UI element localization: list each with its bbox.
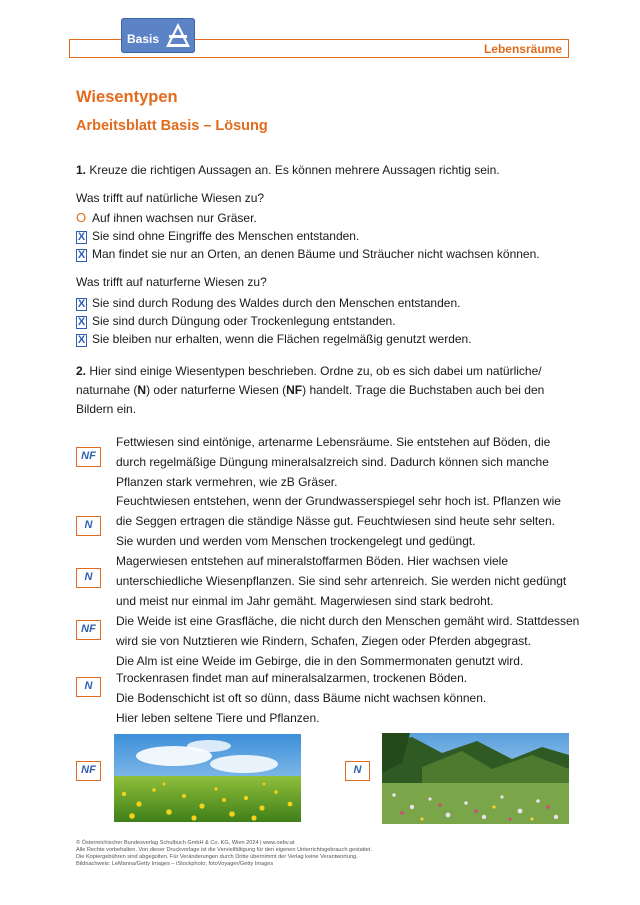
answer-box[interactable]: NF bbox=[76, 447, 101, 467]
section-label: Lebensräume bbox=[483, 42, 562, 56]
option-b-3 bbox=[76, 331, 472, 347]
option-b-1 bbox=[76, 295, 460, 311]
option-text: Sie sind ohne Eingriffe des Menschen entstanden. bbox=[92, 229, 360, 243]
crossed-box-mark: X bbox=[77, 231, 86, 243]
image-answer-box[interactable]: NF bbox=[76, 761, 101, 781]
task1-instruction bbox=[76, 162, 500, 179]
option-a-3 bbox=[76, 246, 540, 262]
option-text: Man findet sie nur an Orten, an denen Bäume und Sträucher nicht wachsen können. bbox=[92, 247, 540, 261]
copyright-footer: © Österreichischer Bundesverlag Schulbuch GmbH & Co. KG, Wien 2024 | www.oebv.at Alle Rechte vorbehalten. Von dieser Druckvorlage ist die Vervielfältigung für den eigenen Unterrichtsgebrauch gestattet. Die Kopiergebühren sind abgegolten. Für Veränderungen durch Dritte übernimmt der Verlag keine Verantwortung. Bildnachweis: LeManna/Getty Images – iStockphoto; fotoVoyager/Getty Images bbox=[76, 840, 373, 867]
crossed-box-mark: X bbox=[77, 334, 86, 346]
fettwiese-photo bbox=[114, 734, 301, 822]
image-answer-box[interactable]: N bbox=[345, 761, 370, 781]
task1-question-b: Was trifft auf naturferne Wiesen zu? bbox=[76, 275, 267, 289]
task1-question-a: Was trifft auf natürliche Wiesen zu? bbox=[76, 191, 265, 205]
page-subtitle: Arbeitsblatt Basis – Lösung bbox=[76, 118, 268, 134]
option-text: Sie sind durch Rodung des Waldes durch den Menschen entstanden. bbox=[92, 296, 461, 310]
triangle-logo-icon bbox=[165, 21, 191, 49]
empty-circle-mark: O bbox=[76, 210, 87, 225]
crossed-box-mark: X bbox=[77, 249, 86, 261]
task2-number: 2. bbox=[76, 364, 87, 378]
answer-box[interactable]: N bbox=[76, 568, 101, 588]
option-b-2 bbox=[76, 313, 396, 329]
logo-text: Basis bbox=[127, 32, 160, 46]
crossed-box-mark: X bbox=[77, 298, 86, 310]
magerwiese-photo bbox=[382, 733, 569, 824]
answer-box[interactable]: NF bbox=[76, 620, 101, 640]
option-text: Sie sind durch Düngung oder Trockenlegung entstanden. bbox=[92, 314, 396, 328]
answer-box[interactable]: N bbox=[76, 516, 101, 536]
task1-text: Kreuze die richtigen Aussagen an. Es können mehrere Aussagen richtig sein. bbox=[89, 163, 500, 177]
answer-box[interactable]: N bbox=[76, 677, 101, 697]
wiesentyp-fettwiesen: Fettwiesen sind eintönige, artenarme Lebensräume. Sie entstehen auf Böden, die durch regelmäßige Düngung mineralsalzreich sind. Dadurch können sich manche Pflanzen stark vermehren, wie zB Gräser. bbox=[116, 435, 551, 489]
task1-number: 1. bbox=[76, 163, 87, 177]
crossed-box-mark: X bbox=[77, 316, 86, 328]
wiesentyp-magerwiesen: Magerwiesen entstehen auf mineralstoffarmen Böden. Hier wachsen viele unterschiedliche Wiesenpflanzen. Sie sind sehr artenreich. Sie werden nicht gedüngt und meist nur einmal im Jahr gemäht. Magerwiesen sind stark bedroht. bbox=[116, 554, 567, 608]
page-title: Wiesentypen bbox=[76, 88, 178, 106]
option-text: Auf ihnen wachsen nur Gräser. bbox=[92, 211, 257, 225]
basis-logo bbox=[121, 18, 195, 53]
wiesentyp-weide: Die Weide ist eine Grasfläche, die nicht durch den Menschen gemäht wird. Stattdessen wird sie von Nutztieren wie Rindern, Schafen, Ziegen oder Pferden abgegrast. Die Alm ist eine Weide im Gebirge, die in den Sommermonaten genutzt wird. bbox=[116, 614, 580, 668]
wiesentyp-trockenrasen: Trockenrasen findet man auf mineralsalzarmen, trockenen Böden. Die Bodenschicht ist oft so dünn, dass Bäume nicht wachsen können. Hier leben seltene Tiere und Pflanzen. bbox=[116, 671, 487, 725]
option-a-2 bbox=[76, 228, 359, 244]
task2-instruction: 2. Hier sind einige Wiesentypen beschrieben. Ordne zu, ob es sich dabei um natürliche/ naturnahe (N) oder naturferne Wiesen (NF) handelt. Trage die Buchstaben auch bei den Bildern ein. bbox=[76, 364, 545, 416]
option-text: Sie bleiben nur erhalten, wenn die Flächen regelmäßig genutzt werden. bbox=[92, 332, 472, 346]
option-a-1 bbox=[76, 210, 257, 226]
wiesentyp-feuchtwiesen: Feuchtwiesen entstehen, wenn der Grundwasserspiegel sehr hoch ist. Pflanzen wie die Seggen ertragen die ständige Nässe gut. Feuchtwiesen sind heute sehr selten. Sie wurden und werden vom Menschen trockengelegt und gedüngt. bbox=[116, 494, 561, 548]
